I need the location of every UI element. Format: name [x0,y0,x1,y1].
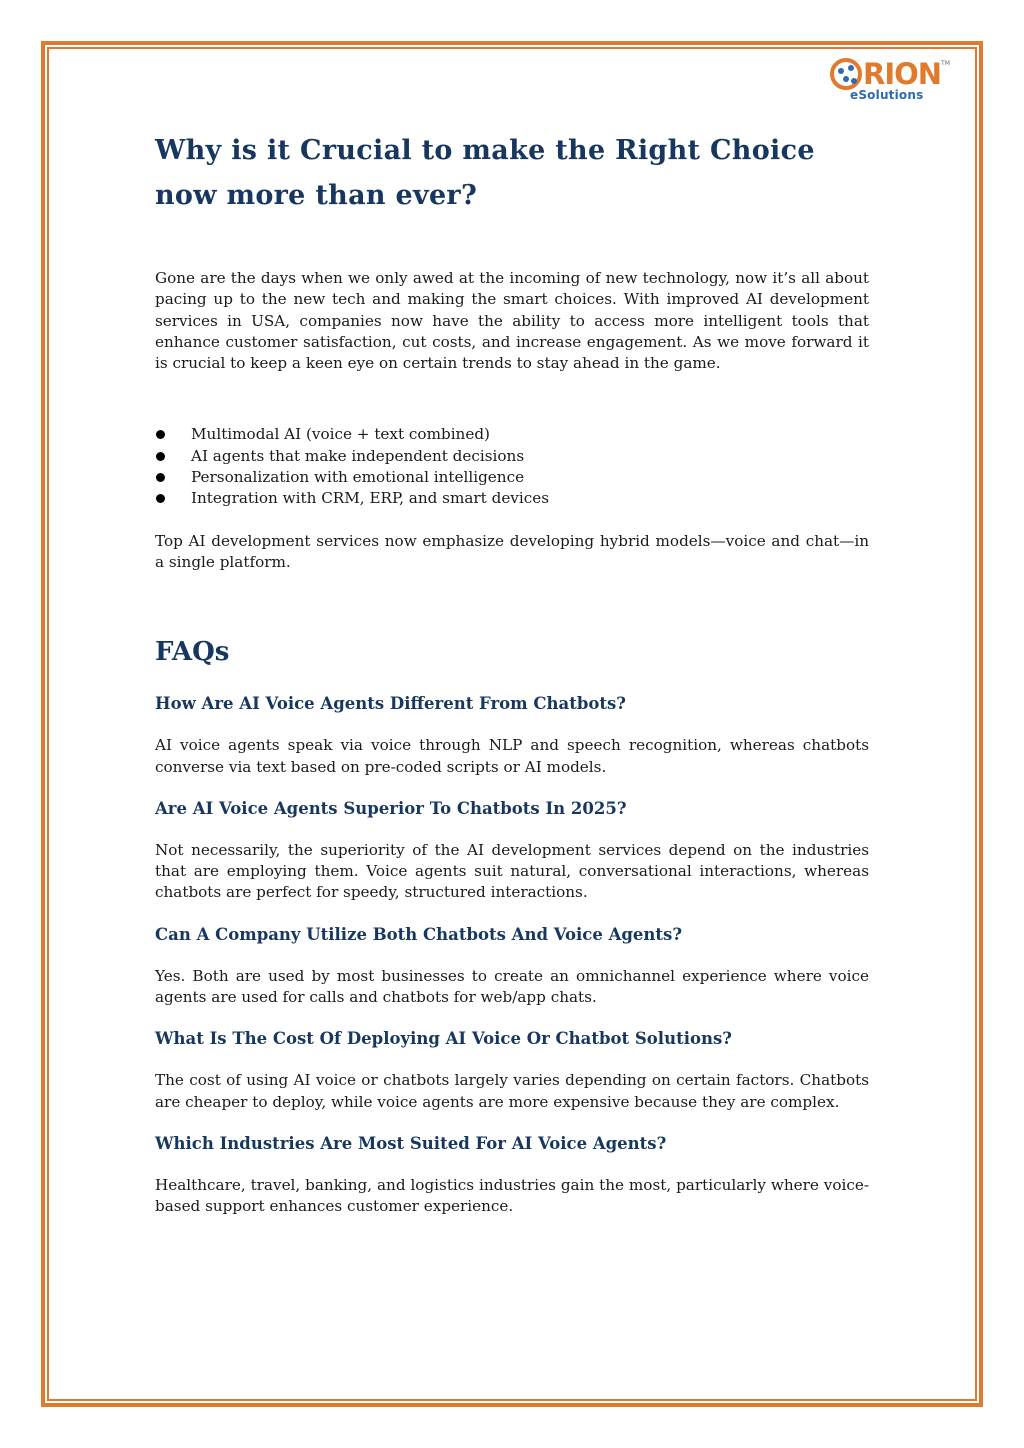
trends-list [155,424,869,509]
list-item: Multimodal AI (voice + text combined) [155,424,869,445]
logo-subtitle: eSolutions [850,88,924,102]
list-item: Integration with CRM, ERP, and smart devices [155,488,869,509]
faq-question: Are AI Voice Agents Superior To Chatbots In 2025? [155,798,627,818]
faq-answer: AI voice agents speak via voice through NLP and speech recognition, whereas chatbots converse via text based on pre-coded scripts or AI models. [155,736,869,776]
faq-item [155,798,869,904]
faq-heading: FAQs [155,637,230,668]
logo-trademark: TM [941,60,950,67]
list-item: Personalization with emotional intelligence [155,467,869,488]
orion-logo-icon [830,58,862,90]
faq-answer: Not necessarily, the superiority of the AI development services depend on the industries that are employing them. Voice agents suit natural, conversational interactions, whereas chatbots are perfect for speedy, structured interactions. [155,840,869,902]
logo-brand-text: RION [863,57,942,91]
faq-question: How Are AI Voice Agents Different From Chatbots? [155,694,626,714]
faq-question: Can A Company Utilize Both Chatbots And Voice Agents? [155,924,682,944]
faq-item [155,693,869,778]
section-title: Why is it Crucial to make the Right Choice now more than ever? [155,135,815,211]
list-item: AI agents that make independent decisions [155,446,869,467]
faq-question: What Is The Cost Of Deploying AI Voice Or Chatbot Solutions? [155,1029,732,1049]
bullet-icon [156,473,165,482]
outro-paragraph: Top AI development services now emphasize developing hybrid models—voice and chat—in a single platform. [155,531,869,571]
orion-logo [830,58,960,108]
faq-item [155,1133,869,1218]
bullet-icon [156,494,165,503]
bullet-icon [156,430,165,439]
bullet-icon [156,452,165,461]
faq-item [155,1028,869,1113]
document-content [155,128,869,1218]
faq-answer: The cost of using AI voice or chatbots largely varies depending on certain factors. Chatbots are cheaper to deploy, while voice agents are more expensive because they are complex. [155,1071,869,1111]
faq-answer: Healthcare, travel, banking, and logistics industries gain the most, particularly where voice-based support enhances customer experience. [155,1175,869,1216]
faq-answer: Yes. Both are used by most businesses to create an omnichannel experience where voice agents are used for calls and chatbots for web/app chats. [155,966,869,1007]
faq-question: Which Industries Are Most Suited For AI Voice Agents? [155,1133,667,1153]
intro-paragraph: Gone are the days when we only awed at the incoming of new technology, now it’s all about pacing up to the new tech and making the smart choices. With improved AI development services in USA, companies now have the ability to access more intelligent tools that enhance customer satisfaction, cut costs, and increase engagement. As we move forward it is crucial to keep a keen eye on certain trends to stay ahead in the game. [155,269,869,373]
faq-item [155,924,869,1009]
